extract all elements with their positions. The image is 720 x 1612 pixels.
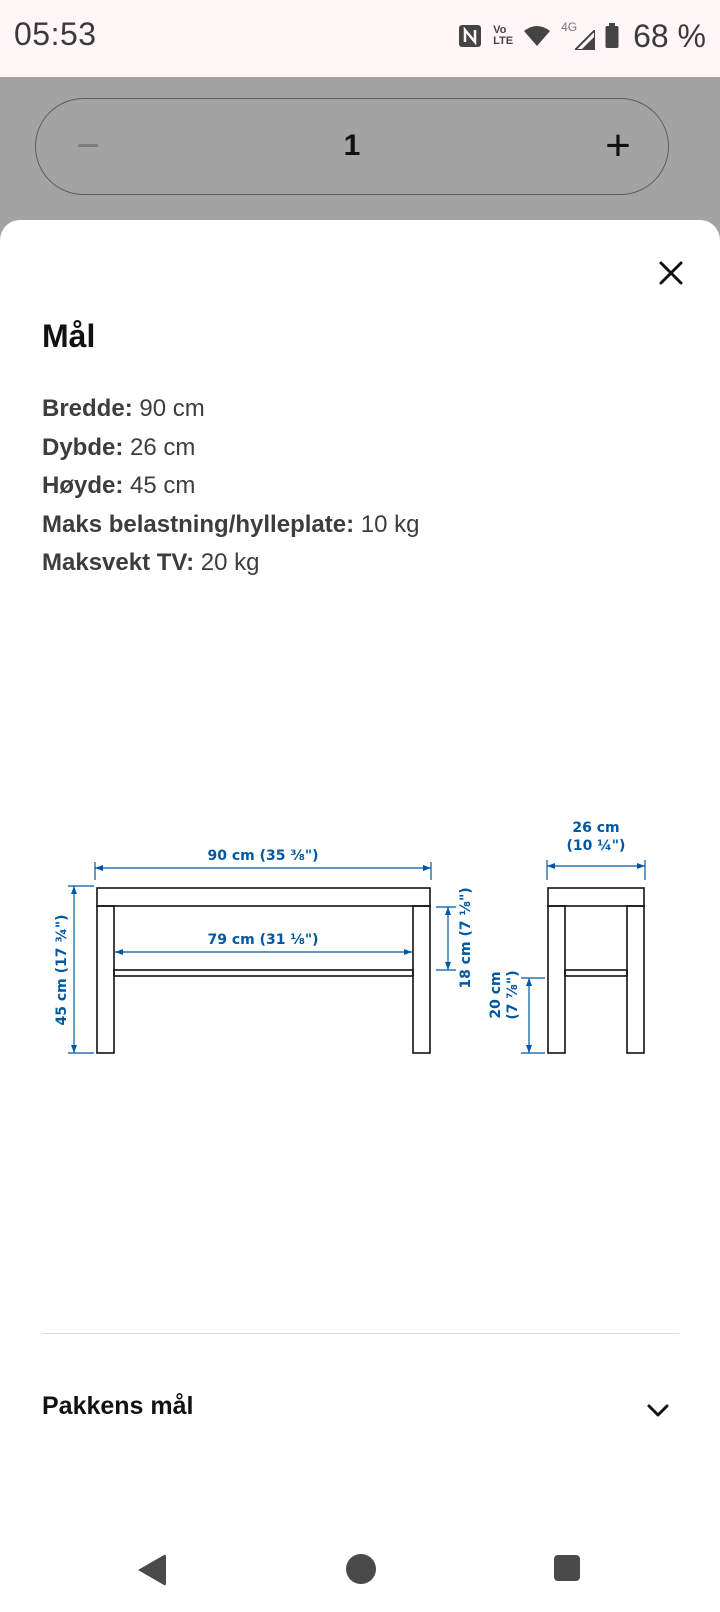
- spec-value: 90 cm: [139, 395, 205, 422]
- spec-row-width: [42, 390, 419, 429]
- navigation-bar: [0, 1540, 720, 1612]
- status-time: 05:53: [14, 16, 97, 52]
- package-dimensions-title[interactable]: Pakkens mål: [42, 1392, 194, 1420]
- 4g-icon: [561, 22, 595, 50]
- side-shelf: [565, 970, 627, 976]
- status-bar: [0, 0, 720, 77]
- side-left-leg: [548, 906, 565, 1053]
- height-label: 45 cm (17 ¾"): [54, 914, 70, 1026]
- decrease-button[interactable]: −: [76, 124, 100, 168]
- spec-value: 10 kg: [360, 510, 420, 538]
- inner-width-label: 79 cm (31 ⅛"): [207, 932, 319, 948]
- battery-percent: 68 %: [633, 17, 706, 54]
- home-icon[interactable]: [345, 1553, 377, 1585]
- front-shelf: [114, 970, 413, 976]
- spec-row-height: [42, 467, 419, 506]
- front-left-leg: [97, 906, 114, 1053]
- nfc-icon: [457, 23, 483, 49]
- quantity-stepper: [35, 98, 669, 195]
- back-icon[interactable]: [136, 1552, 168, 1588]
- signal-icon: [575, 30, 595, 50]
- volte-icon: [493, 25, 513, 47]
- spec-row-depth: [42, 429, 419, 468]
- side-right-leg: [627, 906, 644, 1053]
- width-label: 90 cm (35 ⅜"): [207, 848, 319, 864]
- sheet-title: Mål: [42, 318, 96, 354]
- quantity-value: 1: [343, 129, 361, 162]
- spec-label: Høyde:: [42, 472, 124, 499]
- recents-icon[interactable]: [553, 1554, 581, 1582]
- spec-label: Maksvekt TV:: [42, 549, 195, 576]
- increase-button[interactable]: +: [605, 121, 631, 170]
- spec-row-tv-weight: [42, 544, 419, 583]
- front-right-leg: [413, 906, 430, 1053]
- dimension-diagram: [40, 810, 680, 1080]
- front-tabletop: [97, 888, 430, 906]
- chevron-down-icon[interactable]: [643, 1396, 673, 1426]
- status-icons: [457, 16, 706, 56]
- shelf-height-label-2: (7 ⅞"): [505, 970, 521, 1020]
- spec-list: [42, 390, 419, 583]
- section-divider: [42, 1333, 679, 1334]
- depth-label-2: (10 ¼"): [566, 838, 626, 854]
- close-icon[interactable]: [650, 252, 692, 294]
- spec-label: Maks belastning/hylleplate:: [42, 510, 355, 538]
- spec-row-shelf-load: [42, 506, 419, 545]
- spec-value: 20 kg: [200, 549, 260, 576]
- spec-label: Dybde:: [42, 433, 124, 461]
- spec-value: 26 cm: [130, 433, 196, 461]
- spec-value: 45 cm: [130, 472, 196, 499]
- volte-top: Vo: [493, 24, 507, 36]
- side-tabletop: [548, 888, 644, 906]
- wifi-icon: [523, 25, 551, 47]
- depth-label-1: 26 cm: [572, 820, 620, 836]
- network-type: 4G: [561, 20, 578, 34]
- shelf-gap-label: 18 cm (7 ⅛"): [458, 887, 474, 989]
- shelf-height-label-1: 20 cm: [488, 971, 504, 1019]
- volte-bottom: LTE: [493, 35, 514, 47]
- spec-label: Bredde:: [42, 395, 133, 422]
- battery-icon: [605, 23, 619, 49]
